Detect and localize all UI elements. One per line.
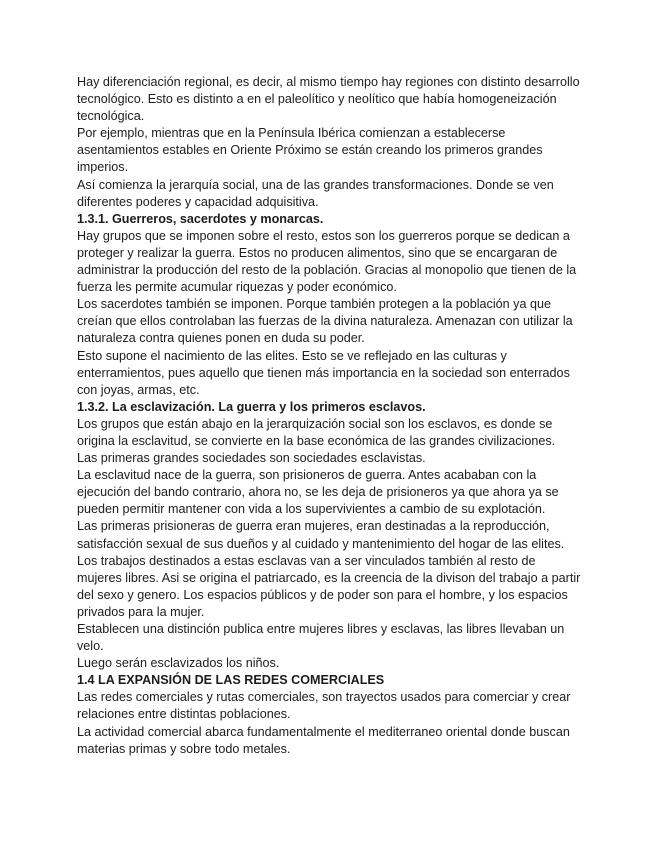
paragraph: Las primeras prisioneras de guerra eran mujeres, eran destinadas a la reproducción, satisfacción sexual de sus dueños y al cuidado y mantenimiento del hogar de las elites. [77, 519, 565, 551]
paragraph: La esclavitud nace de la guerra, son prisioneros de guerra. Antes acababan con la ejecución del bando contrario, ahora no, se les deja de prisioneros ya que ahora ya se pueden permitir mantener con vida a los supervivientes a cambio de su explotación. [77, 468, 559, 517]
document-page [77, 74, 582, 758]
section-heading: 1.3.2. La esclavización. La guerra y los primeros esclavos. [77, 399, 426, 414]
section-heading: 1.3.1. Guerreros, sacerdotes y monarcas. [77, 211, 324, 226]
paragraph: Establecen una distinción publica entre mujeres libres y esclavas, las libres llevaban un velo. [77, 622, 565, 654]
paragraph: Los trabajos destinados a estas esclavas van a ser vinculados también al resto de mujeres libres. Asi se origina el patriarcado, es la creencia de la divison del trabajo a partir del sexo y genero. Los espacios públicos y de poder son para el hombre, y los espacios privados para la mujer. [77, 553, 581, 619]
paragraph: Luego serán esclavizados los niños. [77, 656, 280, 671]
paragraph: Por ejemplo, mientras que en la Península Ibérica comienzan a establecerse asentamientos estables en Oriente Próximo se están creando los primeros grandes imperios. [77, 126, 543, 175]
paragraph: Las redes comerciales y rutas comerciales, son trayectos usados para comerciar y crear relaciones entre distintas poblaciones. [77, 690, 571, 722]
paragraph: Hay diferenciación regional, es decir, al mismo tiempo hay regiones con distinto desarrollo tecnológico. Esto es distinto a en el paleolítico y neolítico que había homogeneización tecnológica. [77, 75, 580, 124]
paragraph: La actividad comercial abarca fundamentalmente el mediterraneo oriental donde buscan materias primas y sobre todo metales. [77, 724, 570, 756]
paragraph: Los grupos que están abajo en la jerarquización social son los esclavos, es donde se origina la esclavitud, se convierte en la base económica de las grandes civilizaciones. [77, 416, 556, 448]
paragraph: Hay grupos que se imponen sobre el resto, estos son los guerreros porque se dedican a proteger y realizar la guerra. Estos no producen alimentos, sino que se encargaran de administrar la producción del resto de la población. Gracias al monopolio que tienen de la fuerza les permite acumular riquezas y poder económico. [77, 228, 577, 295]
paragraph: Las primeras grandes sociedades son sociedades esclavistas. [77, 451, 426, 466]
paragraph: Así comienza la jerarquía social, una de las grandes transformaciones. Donde se ven diferentes poderes y capacidad adquisitiva. [77, 177, 554, 209]
paragraph: Esto supone el nacimiento de las elites. Esto se ve reflejado en las culturas y enterramientos, pues aquello que tienen más importancia en la sociedad son enterrados con joyas, armas, etc. [77, 348, 570, 397]
section-heading: 1.4 LA EXPANSIÓN DE LAS REDES COMERCIALES [77, 673, 385, 688]
paragraph: Los sacerdotes también se imponen. Porque también protegen a la población ya que creían que ellos controlaban las fuerzas de la divina naturaleza. Amenazan con utilizar la naturaleza contra quienes ponen en duda su poder. [77, 297, 573, 346]
